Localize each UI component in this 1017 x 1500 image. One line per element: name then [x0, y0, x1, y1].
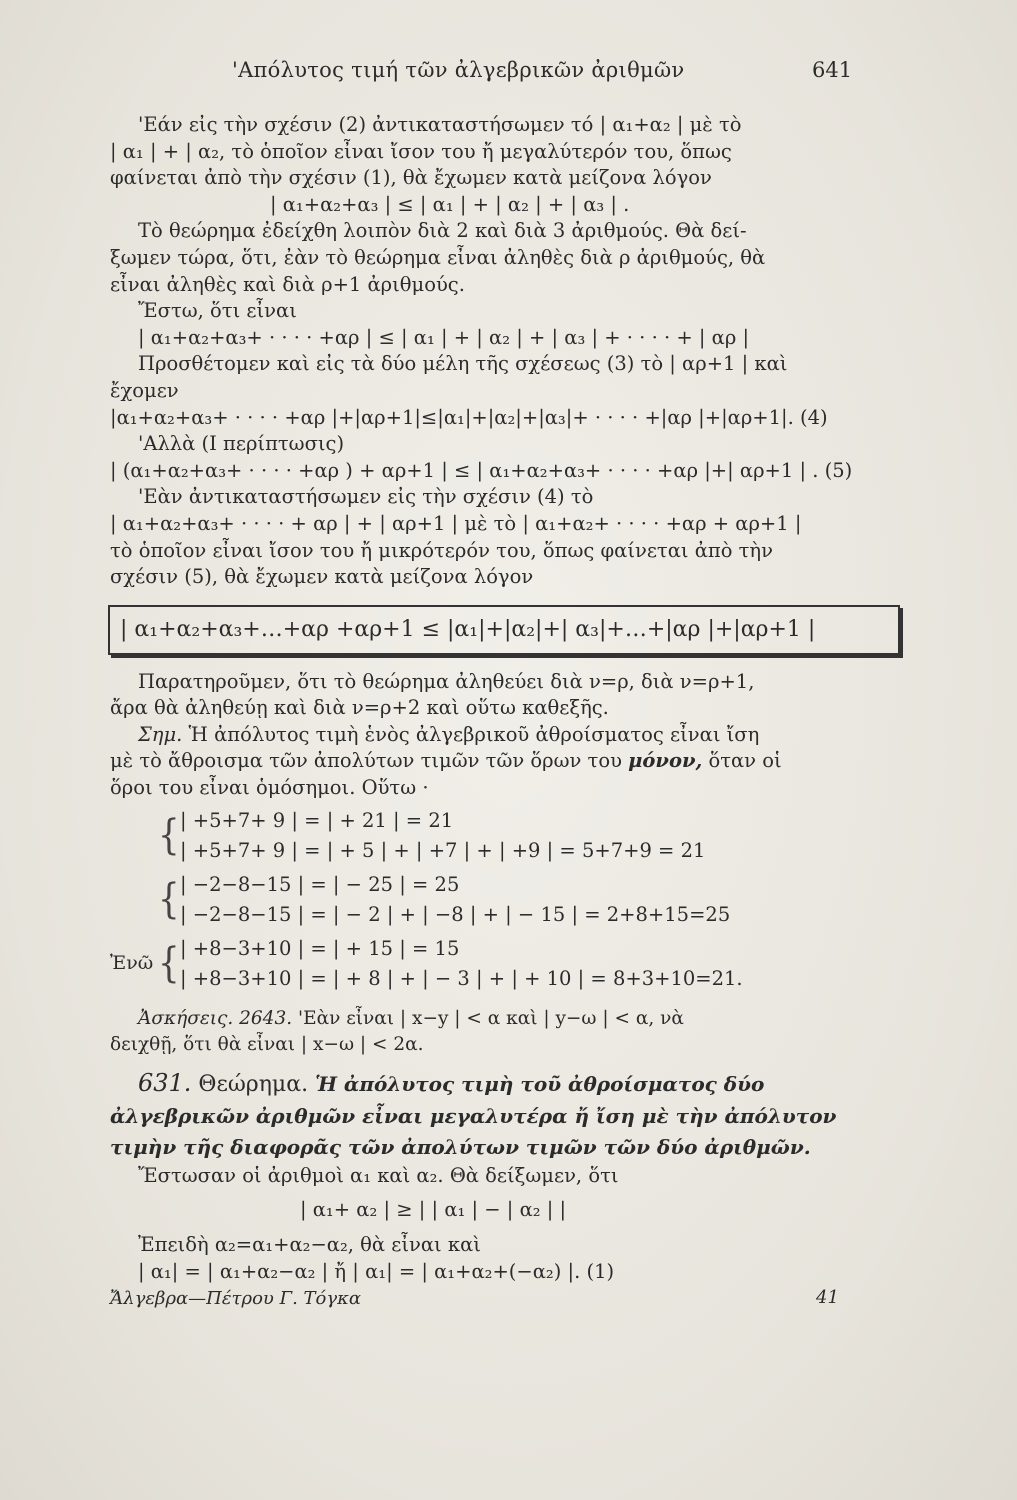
remark-text: ὅταν οἱ: [702, 749, 782, 773]
example-line: | +8−3+10 | = | + 8 | + | − 3 | + | + 10 | = 8+3+10=21.: [180, 966, 743, 990]
theorem-text: Ἡ ἀπόλυτος τιμὴ τοῦ ἀθροίσματος δύο: [315, 1071, 765, 1096]
example-line: | −2−8−15 | = | − 2 | + | −8 | + | − 15 | = 2+8+15=25: [180, 902, 731, 926]
remark-text: μὲ τὸ ἄθροισμα τῶν ἀπολύτων τιμῶν τῶν ὅρων του: [110, 749, 629, 773]
example-group: [110, 934, 900, 994]
example-line: | +5+7+ 9 | = | + 5 | + | +7 | + | +9 | = 5+7+9 = 21: [180, 838, 706, 862]
enw-label: Ἐνῶ: [110, 952, 154, 975]
brace-icon: {: [158, 811, 180, 860]
boxed-result: | α₁+α₂+α₃+…+αρ +αρ+1 ≤ |α₁|+|α₂|+| α₃|+…+|αρ |+|αρ+1 |: [108, 605, 900, 655]
page-number: 641: [812, 58, 853, 82]
remark-text: Ἡ ἀπόλυτος τιμὴ ἑνὸς ἀλγεβρικοῦ ἀθροίσματος εἶναι ἴση: [182, 722, 760, 746]
inequality-line: | (α₁+α₂+α₃+ · · · · +αρ ) + αρ+1 | ≤ | α₁+α₂+α₃+ · · · · +αρ |+| αρ+1 | . (5): [110, 458, 853, 482]
text-line: εἶναι ἀληθὲς καὶ διὰ ρ+1 ἀριθμούς.: [110, 272, 465, 296]
text-line: 'Εὰν ἀντικαταστήσωμεν εἰς τὴν σχέσιν (4) τὸ: [138, 485, 594, 509]
remark-line: [110, 748, 900, 775]
exercise-line: δειχθῇ, ὅτι θὰ εἶναι | x−ω | < 2α.: [110, 1034, 424, 1056]
text-line: ξωμεν τώρα, ὅτι, ἐὰν τὸ θεώρημα εἶναι ἀληθὲς διὰ ρ ἀριθμούς, θὰ: [110, 245, 766, 269]
theorem-heading: [110, 1067, 900, 1101]
theorem-title: Θεώρημα.: [191, 1071, 309, 1097]
inequality-line: | α₁+ α₂ | ≥ | | α₁ | − | α₂ | |: [300, 1198, 567, 1222]
text-line: τὸ ὁποῖον εἶναι ἴσον του ἤ μικρότερόν του, ὅπως φαίνεται ἀπὸ τὴν: [110, 538, 773, 562]
inequality-line: | α₁+α₂+α₃+ · · · · + αρ | + | αρ+1 | μὲ τὸ | α₁+α₂+ · · · · +αρ + αρ+1 |: [110, 511, 802, 535]
text-line: Ἐπειδὴ α₂=α₁+α₂−α₂, θὰ εἶναι καὶ: [138, 1233, 481, 1257]
example-group: [110, 806, 900, 866]
text-line: ἔχομεν: [110, 378, 179, 402]
theorem-number: 631.: [138, 1068, 192, 1097]
running-head: 'Απόλυτος τιμή τῶν ἀλγεβρικῶν ἀριθμῶν: [232, 58, 685, 82]
text-line: Ἔστω, ὅτι εἶναι: [138, 299, 297, 323]
text-line: | α₁ | + | α₂, τὸ ὁποῖον εἶναι ἴσον του ἤ μεγαλύτερόν του, ὅπως: [110, 139, 732, 163]
inequality-line: | α₁+α₂+α₃+ · · · · +αρ | ≤ | α₁ | + | α₂ | + | α₃ | + · · · · + | αρ |: [138, 325, 750, 349]
remark-label: Σημ.: [138, 722, 183, 746]
text-line: σχέσιν (5), θὰ ἔχωμεν κατὰ μείζονα λόγον: [110, 565, 534, 589]
theorem-text: τιμὴν τῆς διαφορᾶς τῶν ἀπολύτων τιμῶν τῶν δύο ἀριθμῶν.: [110, 1134, 811, 1159]
text-line: Τὸ θεώρημα ἐδείχθη λοιπὸν διὰ 2 καὶ διὰ 3 ἀριθμούς. Θὰ δεί-: [138, 219, 747, 243]
exercise-label: Ἀσκήσεις. 2643.: [138, 1007, 293, 1029]
text-line: 'Εάν εἰς τὴν σχέσιν (2) ἀντικαταστήσωμεν τό | α₁+α₂ | μὲ τὸ: [138, 113, 742, 136]
example-group: [110, 870, 900, 930]
text-line: ἄρα θὰ ἀληθεύῃ καὶ διὰ ν=ρ+2 καὶ οὕτω καθεξῆς.: [110, 696, 609, 720]
text-line: Ἔστωσαν οἱ ἀριθμοὶ α₁ καὶ α₂. Θὰ δείξωμεν, ὅτι: [138, 1163, 619, 1187]
text-line: Παρατηροῦμεν, ὅτι τὸ θεώρημα ἀληθεύει διὰ ν=ρ, διὰ ν=ρ+1,: [138, 669, 755, 693]
remark-line: ὅροι του εἶναι ὁμόσημοι. Οὕτω ·: [110, 776, 429, 800]
example-line: | −2−8−15 | = | − 25 | = 25: [180, 872, 460, 896]
equation-line: | α₁| = | α₁+α₂−α₂ | ἤ | α₁| = | α₁+α₂+(−α₂) |. (1): [138, 1259, 615, 1283]
inequality-line: |α₁+α₂+α₃+ · · · · +αρ |+|αρ+1|≤|α₁|+|α₂|+|α₃|+ · · · · +|αρ |+|αρ+1|. (4): [110, 405, 828, 429]
example-line: | +5+7+ 9 | = | + 21 | = 21: [180, 808, 454, 832]
brace-icon: {: [158, 875, 180, 924]
theorem-text: ἀλγεβρικῶν ἀριθμῶν εἶναι μεγαλυτέρα ἤ ἴση μὲ τὴν ἀπόλυτον: [110, 1103, 837, 1128]
exercise-text: 'Εὰν εἶναι | x−y | < α καὶ | y−ω | < α, νὰ: [292, 1007, 684, 1029]
page-body: [110, 112, 900, 1315]
footer-book-title: Ἄλγεβρα—Πέτρου Γ. Τόγκα: [110, 1288, 362, 1310]
inequality-line: | α₁+α₂+α₃ | ≤ | α₁ | + | α₂ | + | α₃ | .: [270, 192, 630, 216]
exercise-line: [110, 1006, 900, 1033]
remark-emphasis: μόνον,: [628, 749, 703, 773]
text-line: φαίνεται ἀπὸ τὴν σχέσιν (1), θὰ ἔχωμεν κατὰ μείζονα λόγον: [110, 166, 712, 190]
remark-line: [110, 722, 900, 749]
text-line: 'Αλλὰ (Ι περίπτωσις): [138, 432, 345, 456]
footer-signature: 41: [816, 1287, 839, 1309]
examples: [110, 806, 900, 994]
page-footer: [110, 1285, 900, 1315]
example-line: | +8−3+10 | = | + 15 | = 15: [180, 936, 460, 960]
text-line: Προσθέτομεν καὶ εἰς τὰ δύο μέλη τῆς σχέσεως (3) τὸ | αρ+1 | καὶ: [138, 352, 788, 376]
brace-icon: {: [158, 939, 180, 988]
page-header: [0, 52, 1017, 92]
